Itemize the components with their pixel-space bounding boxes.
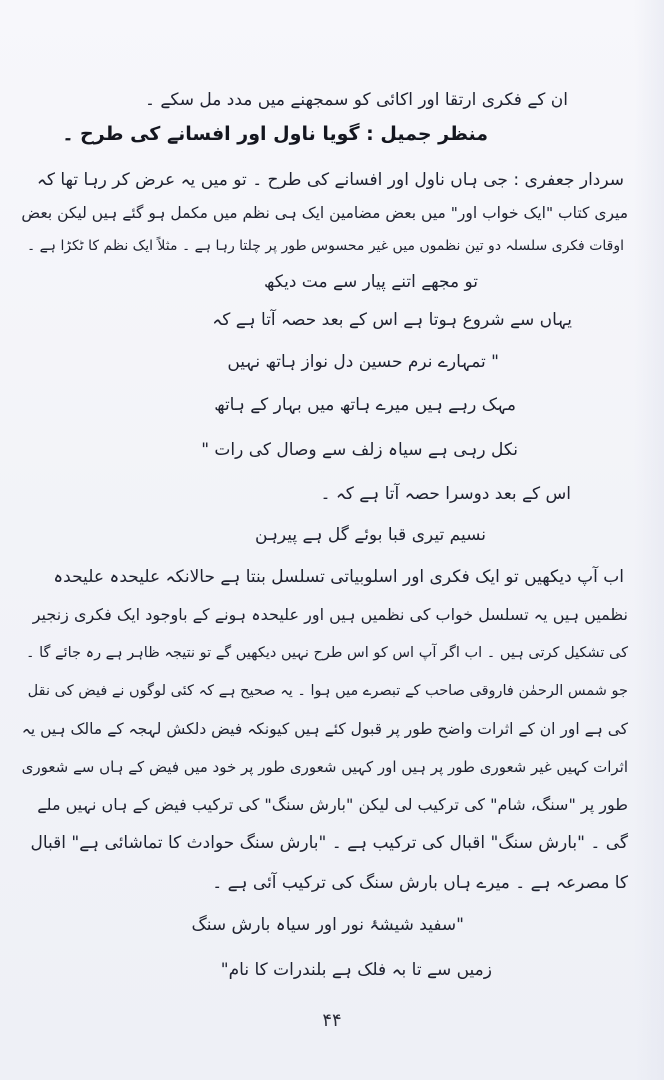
text-line: میری کتاب "ایک خواب اور" میں بعض مضامین ایک ہی نظم میں مکمل ہو گئے ہیں لیکن بعض (21, 204, 628, 222)
text-line: گی ۔ "بارش سنگ" اقبال کی ترکیب ہے ۔ "بارش سنگ حوادث کا تماشائی ہے" اقبال (30, 833, 628, 853)
verse-line: "سفید شیشۂ نور اور سیاہ بارش سنگ (191, 915, 464, 935)
text-line: نظمیں ہیں یہ تسلسل خواب کی نظمیں ہیں اور علیحدہ ہونے کے باوجود ایک فکری زنجیر (32, 605, 628, 624)
text-line: ان کے فکری ارتقا اور اکائی کو سمجھنے میں مدد مل سکے ۔ (145, 90, 568, 110)
text-line: اوقات فکری سلسلہ دو تین نظموں میں غیر محسوس طور پر چلتا رہا ہے ۔ مثلاً ایک نظم کا ٹکڑا ہے ۔ (26, 238, 624, 254)
text-line: کی تشکیل کرتی ہیں ۔ اب اگر آپ اس کو اس طرح نہیں دیکھیں گے تو نتیجہ ظاہر ہے رہ جائے گا ۔ (26, 645, 628, 661)
text-line: اس کے بعد دوسرا حصہ آتا ہے کہ ۔ (320, 484, 571, 504)
verse-line: " تمہارے نرم حسین دل نواز ہاتھ نہیں (227, 352, 499, 372)
text-line: اثرات کہیں غیر شعوری طور پر ہیں اور کہیں شعوری طور پر خود میں فیض کے ہاں سے شعوری (21, 758, 628, 776)
page-number: ۴۴ (322, 1010, 342, 1031)
speaker-line: منظر جمیل : گویا ناول اور افسانے کی طرح ۔ (62, 123, 488, 145)
verse-line: نکل رہی ہے سیاہ زلف سے وصال کی رات " (201, 440, 518, 460)
verse-line: مہک رہے ہیں میرے ہاتھ میں بہار کے ہاتھ (214, 395, 516, 415)
speaker-line: سردار جعفری : جی ہاں ناول اور افسانے کی طرح ۔ تو میں یہ عرض کر رہا تھا کہ (36, 170, 624, 190)
verse-line: زمیں سے تا بہ فلک ہے بلندرات کا نام" (220, 960, 492, 980)
page-edge-shadow (634, 0, 664, 1080)
text-line: کا مصرعہ ہے ۔ میرے ہاں بارش سنگ کی ترکیب آئی ہے ۔ (212, 873, 628, 893)
text-line: جو شمس الرحمٰن فاروقی صاحب کے تبصرے میں ہوا ۔ یہ صحیح ہے کہ کئی لوگوں نے فیض کی نقل (27, 683, 628, 699)
text-line: طور پر "سنگ، شام" کی ترکیب لی لیکن "بارش سنگ" کی ترکیب فیض کے ہاں نہیں ملے (37, 795, 628, 814)
verse-line: تو مجھے اتنے پیار سے مت دیکھ (263, 272, 478, 292)
text-line: یہاں سے شروع ہوتا ہے اس کے بعد حصہ آتا ہے کہ (212, 310, 572, 330)
text-line: اب آپ دیکھیں تو ایک فکری اور اسلوبیاتی تسلسل بنتا ہے حالانکہ علیحدہ علیحدہ (53, 567, 624, 587)
verse-line: نسیم تیری قبا بوئے گل ہے پیرہن (255, 525, 486, 545)
text-line: کی ہے اور ان کے اثرات واضح طور پر قبول کئے ہیں کیونکہ فیض دلکش لہجہ کے مالک ہیں یہ (21, 720, 628, 738)
